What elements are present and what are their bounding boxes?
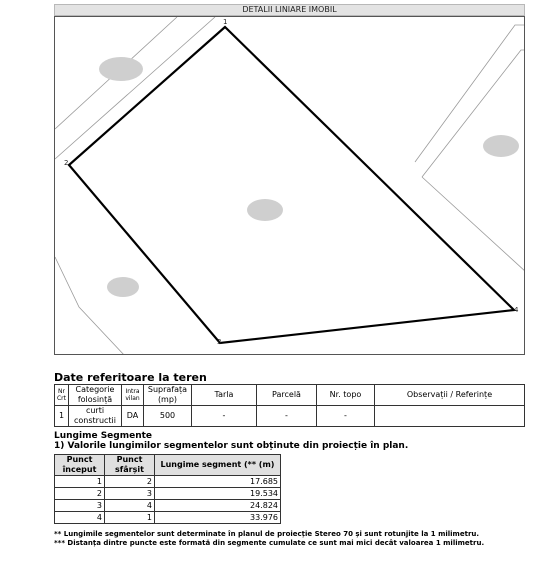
cell-observatii [375, 406, 525, 427]
blurred-label [483, 135, 519, 157]
cell-suprafata: 500 [144, 406, 192, 427]
col-tarla: Tarla [192, 385, 257, 406]
footnote-2: *** Distanța dintre puncte este formată din segmente cumulate ce sunt mai mici decât valoarea 1 milimetru. [54, 539, 485, 547]
cell-start: 1 [55, 476, 105, 488]
table-row [55, 500, 281, 512]
cell-tarla: - [192, 406, 257, 427]
vertex-label-3: 3 [217, 338, 222, 346]
vertex-label-1: 1 [223, 18, 228, 26]
teren-data-row [55, 406, 525, 427]
col-nr-crt: Nr Crt [55, 385, 69, 406]
plan-header [54, 4, 525, 16]
blurred-label [99, 57, 143, 81]
col-suprafata: Suprafața (mp) [144, 385, 192, 406]
segments-table [54, 454, 281, 524]
cell-length: 17.685 [155, 476, 281, 488]
col-punct-inceput: Punct început [55, 455, 105, 476]
col-lungime: Lungime segment (** (m) [155, 455, 281, 476]
col-punct-sfarsit: Punct sfârșit [105, 455, 155, 476]
vertex-label-4: 4 [514, 306, 519, 314]
blurred-label [247, 199, 283, 221]
segments-header-row [55, 455, 281, 476]
cell-end: 4 [105, 500, 155, 512]
neighbour-boundary-line [55, 17, 215, 159]
cell-categorie: curti constructii [69, 406, 122, 427]
cell-start: 3 [55, 500, 105, 512]
blurred-label [107, 277, 139, 297]
teren-table [54, 384, 525, 427]
teren-section-title: Date referitoare la teren [54, 371, 207, 384]
cell-end: 2 [105, 476, 155, 488]
teren-header-row [55, 385, 525, 406]
segments-note: 1) Valorile lungimilor segmentelor sunt obținute din proiecție în plan. [54, 441, 409, 451]
cell-length: 24.824 [155, 500, 281, 512]
col-observatii: Observații / Referințe [375, 385, 525, 406]
cell-intravilan: DA [122, 406, 144, 427]
table-row [55, 476, 281, 488]
segments-title: Lungime Segmente [54, 431, 153, 441]
cell-start: 4 [55, 512, 105, 524]
col-nr-topo: Nr. topo [317, 385, 375, 406]
neighbour-boundary-line [55, 257, 125, 355]
cell-length: 19.534 [155, 488, 281, 500]
table-row [55, 488, 281, 500]
cell-end: 1 [105, 512, 155, 524]
parcel-plan [54, 16, 525, 355]
neighbour-boundary-line [422, 50, 525, 177]
col-intravilan: Intra vilan [122, 385, 144, 406]
col-parcela: Parcelă [257, 385, 317, 406]
col-categorie: Categorie folosință [69, 385, 122, 406]
cell-nr-topo: - [317, 406, 375, 427]
cell-length: 33.976 [155, 512, 281, 524]
parcel-plan-drawing [55, 17, 525, 355]
vertex-label-2: 2 [64, 159, 69, 167]
plan-header-title: DETALII LINIARE IMOBIL [242, 5, 337, 14]
footnote-1: ** Lungimile segmentelor sunt determinate în planul de proiecție Stereo 70 și sunt rotunjite la 1 milimetru. [54, 530, 480, 538]
neighbour-boundary-line [422, 177, 525, 272]
cell-end: 3 [105, 488, 155, 500]
cell-parcela: - [257, 406, 317, 427]
cell-start: 2 [55, 488, 105, 500]
table-row [55, 512, 281, 524]
cell-nr-crt: 1 [55, 406, 69, 427]
